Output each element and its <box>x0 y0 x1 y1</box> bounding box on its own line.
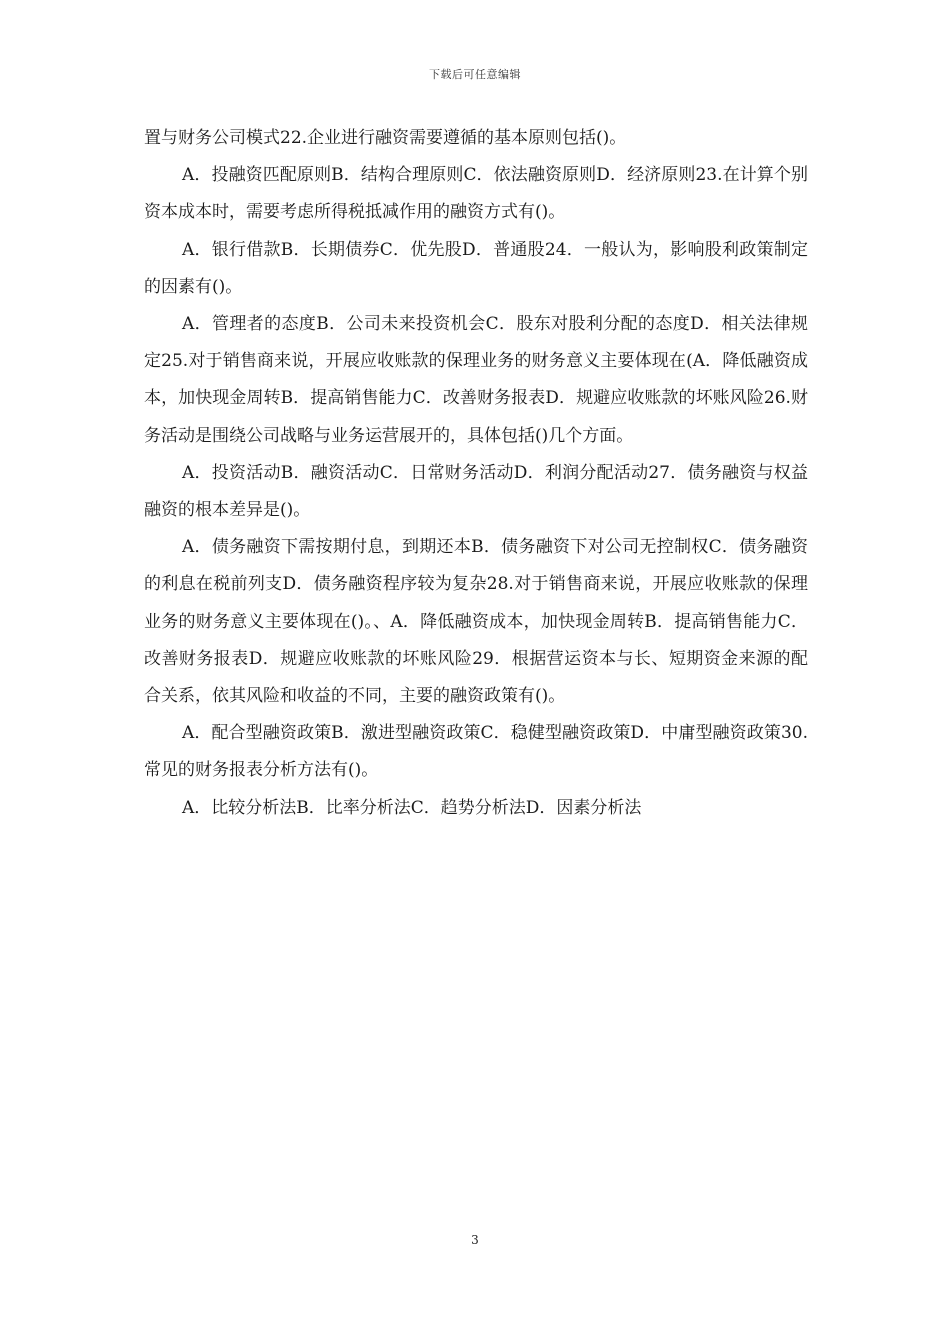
paragraph-2: A．投融资匹配原则B．结构合理原则C．依法融资原则D．经济原则23.在计算个别资本成本时，需要考虑所得税抵减作用的融资方式有()。 <box>144 165 808 223</box>
page-number: 3 <box>471 1233 479 1247</box>
paragraph-1: 置与财务公司模式22.企业进行融资需要遵循的基本原则包括()。 <box>144 128 627 148</box>
paragraph-6: A．债务融资下需按期付息，到期还本B．债务融资下对公司无控制权C．债务融资的利息在税前列支D．债务融资程序较为复杂28.对于销售商来说，开展应收账款的保理业务的财务意义主要体现在()。、A．降低融资成本，加快现金周转B．提高销售能力C．改善财务报表D．规避应收账款的坏账风险29．根据营运资本与长、短期资金来源的配合关系，依其风险和收益的不同，主要的融资政策有()。 <box>144 537 808 707</box>
paragraph-5: A．投资活动B．融资活动C．日常财务活动D．利润分配活动27．债务融资与权益融资的根本差异是()。 <box>144 462 808 521</box>
paragraph-7: A．配合型融资政策B．激进型融资政策C．稳健型融资政策D．中庸型融资政策30.常见的财务报表分析方法有()。 <box>144 723 808 781</box>
page-header: 下载后可任意编辑 <box>429 68 521 81</box>
paragraph-8: A．比较分析法B．比率分析法C．趋势分析法D．因素分析法 <box>182 797 642 818</box>
paragraph-3: A．银行借款B．长期债券C．优先股D．普通股24．一般认为，影响股利政策制定的因素有()。 <box>144 239 808 297</box>
document-body <box>144 120 808 827</box>
paragraph-4: A．管理者的态度B．公司未来投资机会C．股东对股利分配的态度D．相关法律规定25.对于销售商来说，开展应收账款的保理业务的财务意义主要体现在(A．降低融资成本，加快现金周转B．提高销售能力C．改善财务报表D．规避应收账款的坏账风险26.财务活动是围绕公司战略与业务运营展开的，具体包括()几个方面。 <box>144 314 808 446</box>
